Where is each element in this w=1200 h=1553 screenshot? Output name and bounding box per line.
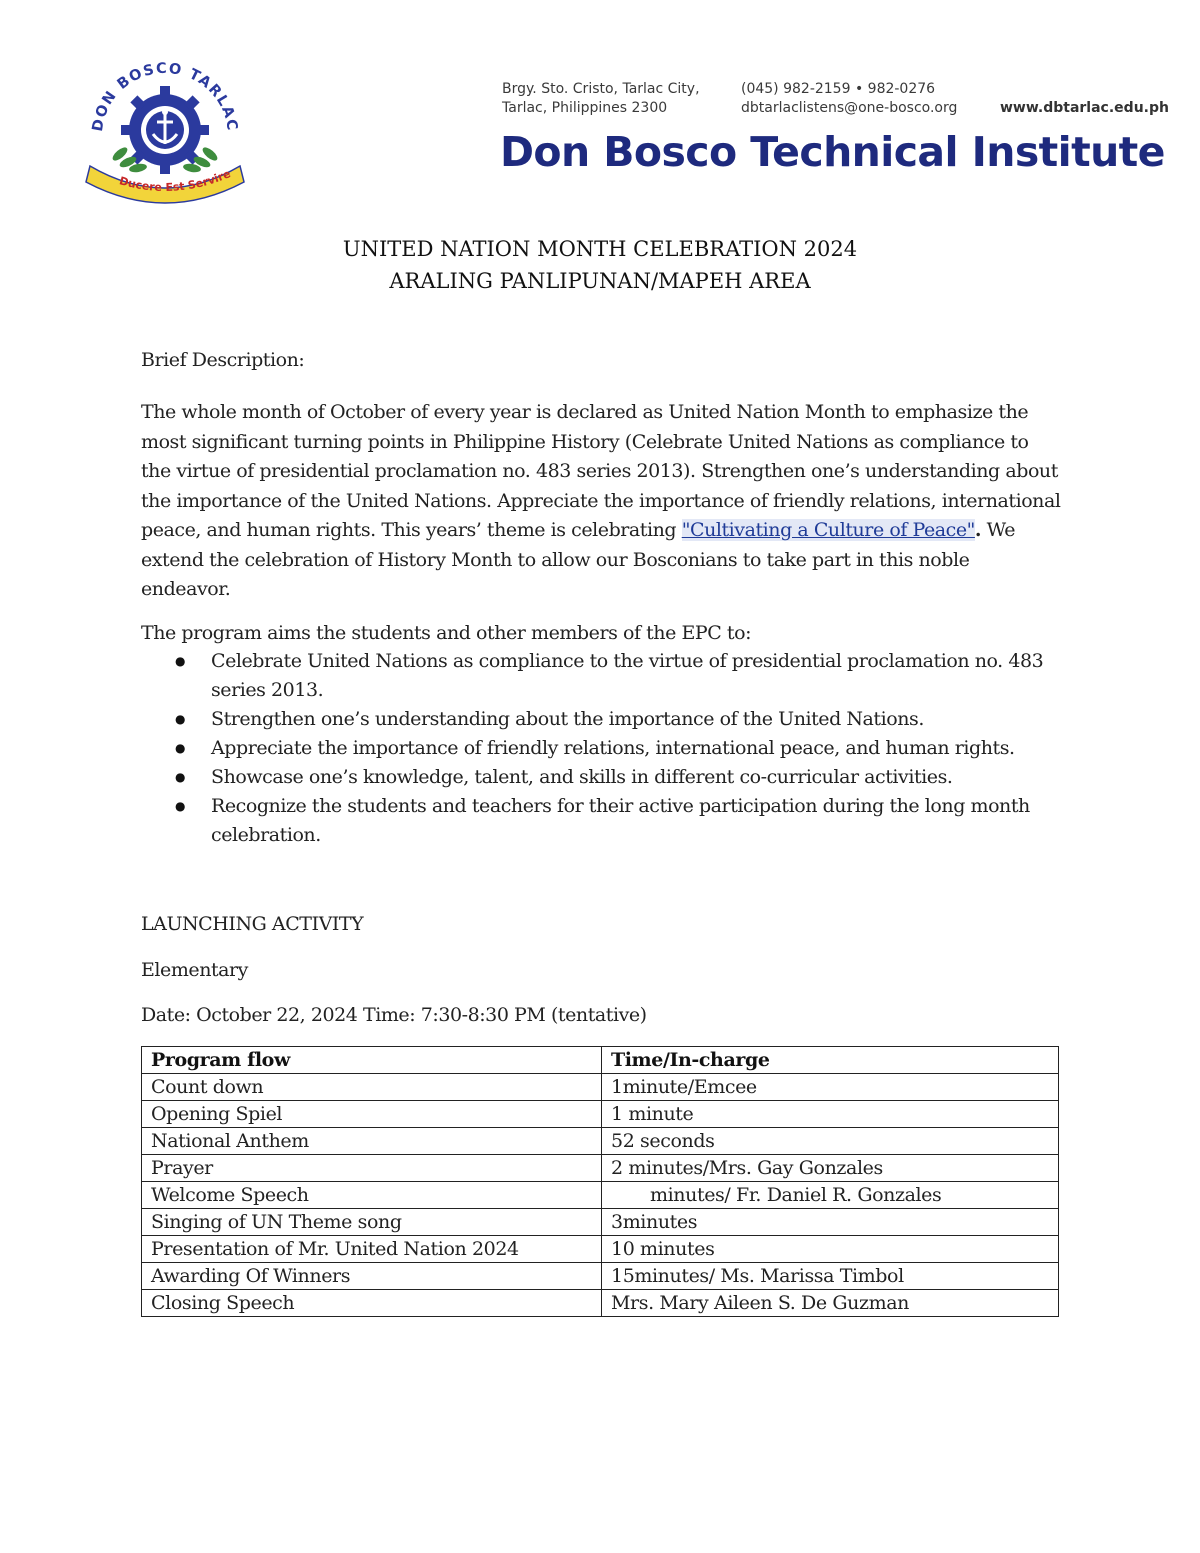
table-row	[142, 1074, 1059, 1101]
program-cell: National Anthem	[142, 1128, 602, 1155]
theme-link[interactable]: "Cultivating a Culture of Peace"	[681, 519, 975, 541]
table-header-row	[142, 1047, 1059, 1074]
program-cell: Singing of UN Theme song	[142, 1209, 602, 1236]
phone-numbers: (045) 982-2159 • 982-0276	[741, 81, 936, 97]
program-cell: Closing Speech	[142, 1290, 602, 1317]
column-header-time: Time/In-charge	[602, 1047, 1059, 1074]
title-line-2: ARALING PANLIPUNAN/MAPEH AREA	[389, 269, 811, 293]
time-cell: Mrs. Mary Aileen S. De Guzman	[602, 1290, 1059, 1317]
logo-motto: Ducere Est Servire	[117, 167, 233, 195]
time-cell: 52 seconds	[602, 1128, 1059, 1155]
time-cell: 1 minute	[602, 1101, 1059, 1128]
table-row	[142, 1155, 1059, 1182]
website-link[interactable]: www.dbtarlac.edu.ph	[1000, 100, 1169, 116]
program-cell: Presentation of Mr. United Nation 2024	[142, 1236, 602, 1263]
table-row	[142, 1290, 1059, 1317]
column-header-program: Program flow	[142, 1047, 602, 1074]
list-item: ● Appreciate the importance of friendly relations, international peace, and human rights.	[211, 734, 1061, 763]
list-item: ● Showcase one’s knowledge, talent, and skills in different co-curricular activities.	[211, 763, 1061, 792]
aims-list	[141, 647, 1061, 850]
theme-period: .	[974, 519, 982, 541]
program-cell: Opening Spiel	[142, 1101, 602, 1128]
email-address[interactable]: dbtarlaclistens@one-bosco.org	[741, 100, 958, 116]
table-row	[142, 1182, 1059, 1209]
time-cell: 1minute/Emcee	[602, 1074, 1059, 1101]
table-row	[142, 1101, 1059, 1128]
brief-description-label: Brief Description:	[141, 349, 305, 371]
list-item: ● Celebrate United Nations as compliance to the virtue of presidential proclamation no. 483 series 2013.	[211, 647, 1061, 705]
address-line-2: Tarlac, Philippines 2300	[502, 100, 668, 116]
launching-heading: LAUNCHING ACTIVITY	[141, 913, 364, 935]
description-text-before: The whole month of October of every year is declared as United Nation Month to emphasize the most significant turning points in Philippine History (Celebrate United Nations as compliance to the virtue of presidential proclamation no. 483 series 2013). Strengthen one’s understanding about the importance of the United Nations. Appreciate the importance of friendly relations, international peace, and human rights. This years’ theme is celebrating	[141, 401, 1061, 541]
document-title	[0, 233, 1200, 297]
program-flow-table	[141, 1046, 1059, 1317]
institute-name: Don Bosco Technical Institute	[500, 128, 1165, 176]
aims-intro: The program aims the students and other members of the EPC to:	[141, 622, 752, 644]
program-cell: Prayer	[142, 1155, 602, 1182]
list-item: ● Strengthen one’s understanding about the importance of the United Nations.	[211, 705, 1061, 734]
date-time-line: Date: October 22, 2024 Time: 7:30-8:30 PM (tentative)	[141, 1004, 647, 1026]
program-cell: Awarding Of Winners	[142, 1263, 602, 1290]
title-line-1: UNITED NATION MONTH CELEBRATION 2024	[342, 237, 858, 261]
program-cell: Welcome Speech	[142, 1182, 602, 1209]
table-row	[142, 1236, 1059, 1263]
time-cell: 10 minutes	[602, 1236, 1059, 1263]
time-cell: 2 minutes/Mrs. Gay Gonzales	[602, 1155, 1059, 1182]
don-bosco-tarlac-logo	[82, 48, 248, 210]
time-cell: minutes/ Fr. Daniel R. Gonzales	[602, 1182, 1059, 1209]
table-row	[142, 1209, 1059, 1236]
program-cell: Count down	[142, 1074, 602, 1101]
table-row	[142, 1128, 1059, 1155]
list-item: ● Recognize the students and teachers for their active participation during the long month celebration.	[211, 792, 1061, 850]
level-label: Elementary	[141, 959, 248, 981]
table-row	[142, 1263, 1059, 1290]
contact-info	[741, 80, 957, 118]
description-text-after: We extend the celebration of History Month to allow our Bosconians to take part in this noble endeavor.	[141, 519, 1016, 600]
time-cell: 3minutes	[602, 1209, 1059, 1236]
address	[502, 80, 700, 118]
time-cell: 15minutes/ Ms. Marissa Timbol	[602, 1263, 1059, 1290]
address-line-1: Brgy. Sto. Cristo, Tarlac City,	[502, 81, 700, 97]
description-paragraph	[141, 398, 1061, 605]
logo-arc-text: DON BOSCO TARLAC	[89, 60, 241, 133]
